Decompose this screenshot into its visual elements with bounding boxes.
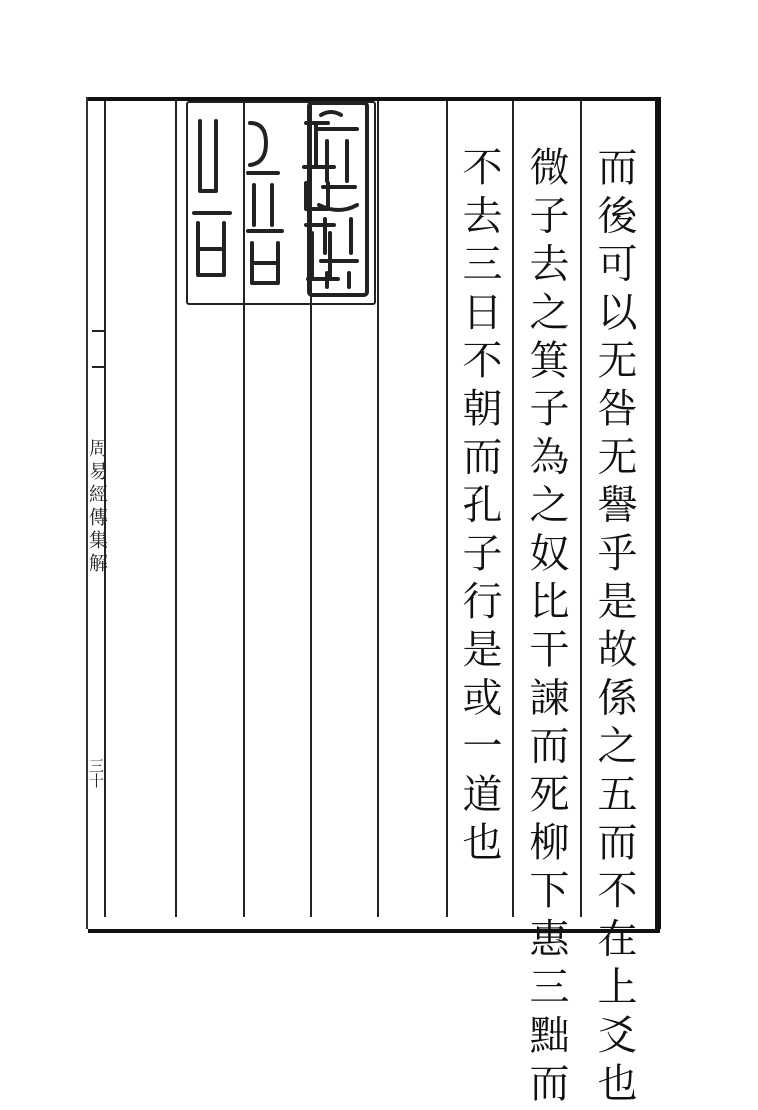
- collector-seal-rectangular: [305, 101, 371, 297]
- text-column-1: 而後可以无咎无譽乎是故係之五而不在上爻也: [591, 146, 637, 1110]
- frame-right-border: [655, 97, 661, 929]
- seal-glyphs-icon: [305, 101, 371, 297]
- text-column-2: 微子去之箕子為之奴比干諫而死柳下惠三黜而: [523, 146, 569, 1110]
- book-title: 周易經傳集解: [86, 438, 108, 576]
- fold-fishtail-mark: [92, 330, 104, 368]
- page-number: 三十: [87, 758, 105, 788]
- text-column-3: 不去三日不朝而孔子行是或一道也: [456, 146, 502, 869]
- column-rule: [446, 101, 448, 917]
- column-rule: [175, 101, 177, 917]
- column-rule: [377, 101, 379, 917]
- column-rule: [580, 101, 582, 917]
- column-rule: [512, 101, 514, 917]
